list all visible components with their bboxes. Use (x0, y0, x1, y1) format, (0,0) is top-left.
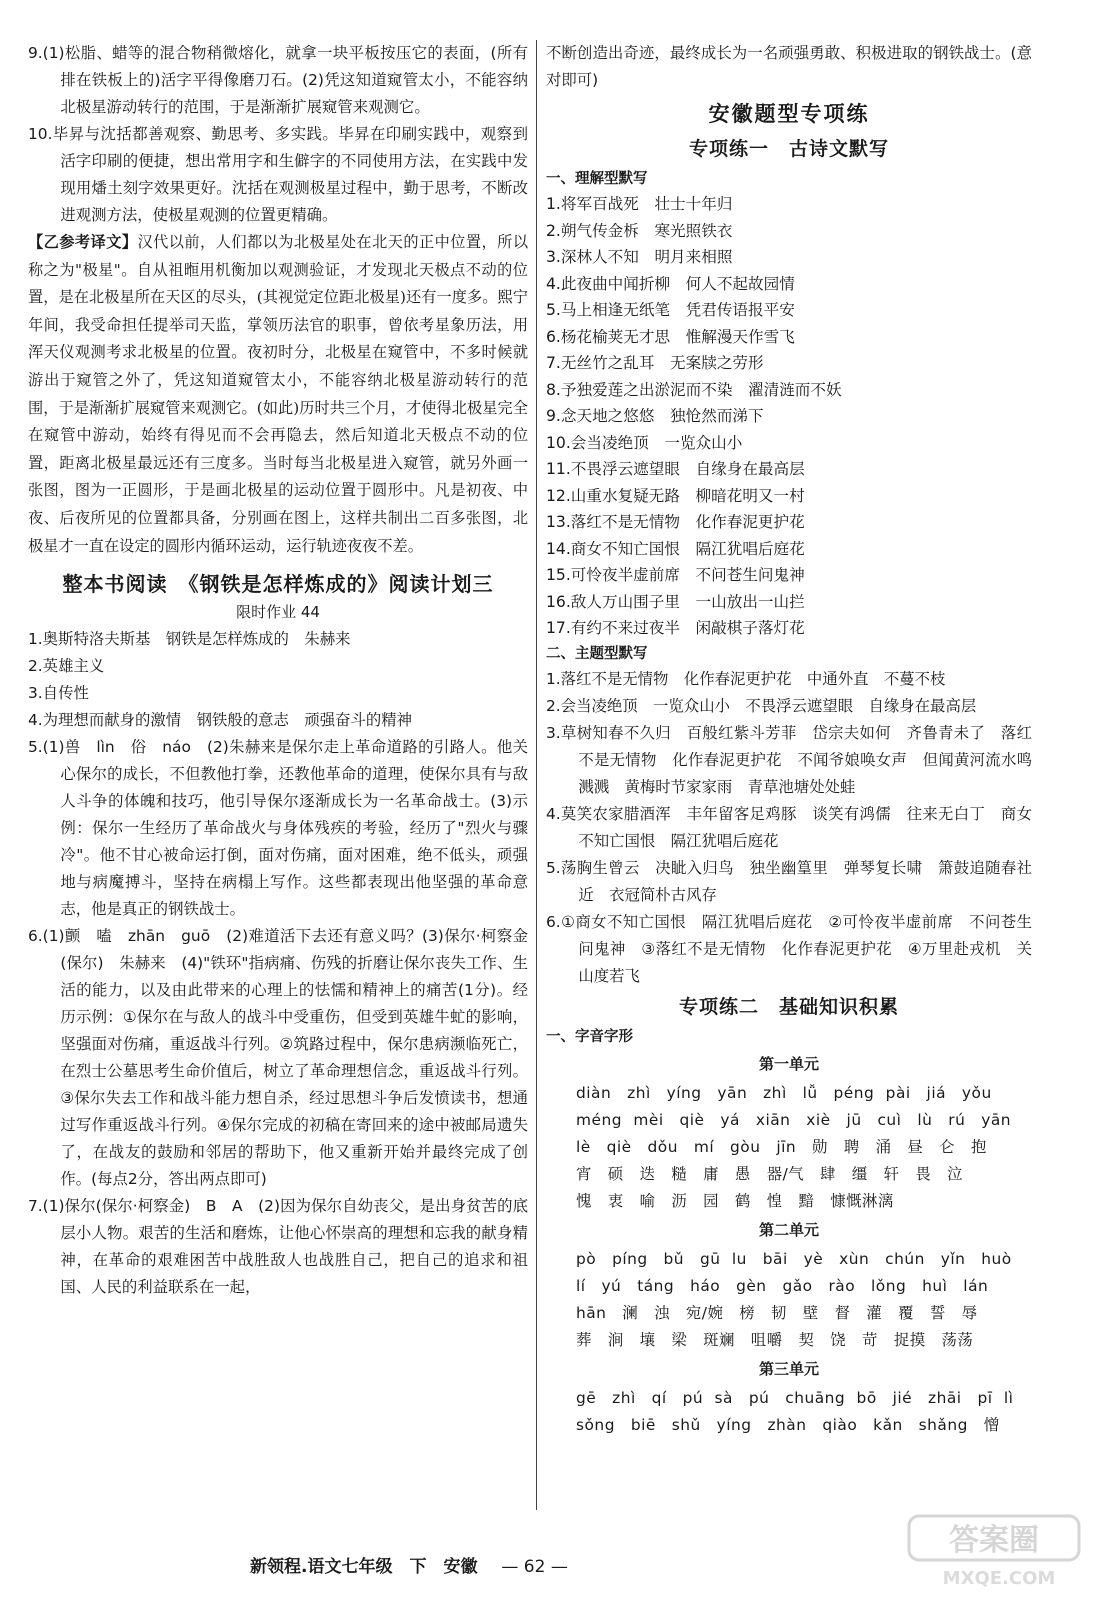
poem-line: 10.会当凌绝顶 一览众山小 (546, 433, 743, 452)
reference-text: 汉代以前，人们都以为北极星处在北天的正中位置，所以称之为"极星"。自从祖暅用机衡加以观测验证，才发现北天极点不动的位置，是在北极星所在天区的尽头，(其视觉定位距北极星)还有一度多。熙宁年间，我受命担任提举司天监，掌领历法官的职事，曾依考星象历法，用浑天仪观测考求北极星的位置。夜初时分，北极星在窥管中，不多时候就游出于窥管之外了，凭这知道窥管太小，不能容纳北极星游动转行的范围，于是渐渐扩展窥管来观测它。(如此)历时共三个月，才使得北极星完全在窥管中游动，始终有得见而不会再隐去，然后知道北天极点不动的位置，距离北极星最远还有三度多。当时每当北极星进入窥管，就另外画一张图，图为一正圆形，于是画北极星的运动位置于圆形中。凡是初夜、中夜、后夜所见的位置都具备，分别画在图上，这样共制出二百多张图，北极星才一直在设定的圆形内循环运动，运行轨迹夜夜不差。 (28, 233, 529, 555)
poem-line: 4.此夜曲中闻折柳 何人不起故园情 (546, 274, 795, 293)
footer-book-title: 新领程.语文七年级 下 安徽 (250, 1557, 478, 1577)
poem-line: 15.可怜夜半虚前席 不问苍生问鬼神 (546, 566, 805, 584)
poem-line: 16.敌人万山围子里 一山放出一山拦 (546, 592, 805, 611)
book-reading-title: 整本书阅读 《钢铁是怎样炼成的》阅读计划三 (62, 572, 494, 597)
poem-line: 17.有约不来过夜半 闲敲棋子落灯花 (546, 619, 805, 637)
answer-10: 10.毕昇与沈括都善观察、勤思考、多实践。毕昇在印刷实践中，观察到活字印刷的便捷，想出常用字和生僻字的不同使用方法，在实践中发现用燔土刻字效果更好。沈括在观测极星过程中，勤于思考，不断改进观测方法，使极星观测的位置更精确。 (28, 125, 528, 224)
homework-label: 限时作业 44 (236, 603, 320, 622)
theme-item: 5.荡胸生曾云 决眦入归鸟 独坐幽篁里 弹琴复长啸 箫鼓追随春社近 衣冠简朴古风存 (546, 858, 1032, 904)
page-number: — 62 — (501, 1557, 568, 1577)
pinyin-row: pò píng bǔ gū lu bāi yè xùn chún yǐn huò (576, 1249, 1012, 1268)
answer-item: 6.(1)颤 嗑 zhān guō (2)难道活下去还有意义吗？(3)保尔·柯察金(保尔) 朱赫来 (4)"铁环"指病痛、伤残的折磨让保尔丧失工作、生活的能力，以及由此带来的心理上的怯懦和精神上的痛苦(1分)。经历示例：①保尔在与敌人的战斗中受重伤，但受到英雄牛虻的影响，坚强面对伤痛，重返战斗行列。②筑路过程中，保尔患病濒临死亡，在烈士公墓思考生命价值后，树立了革命理想信念，重返战斗行列。③保尔失去工作和战斗能力想自杀，经过思想斗争后发愤读书，想通过写作重返战斗行列。④保尔完成的初稿在寄回来的途中被邮局遗失了，在战友的鼓励和邻居的帮助下，他又重新开始并最终完成了创作。(每点2分，答出两点即可) (28, 927, 528, 1189)
practice-2-title: 专项练二 基础知识积累 (678, 995, 899, 1018)
poem-line: 2.朔气传金柝 寒光照铁衣 (546, 221, 733, 240)
answer-item: 2.英雄主义 (28, 657, 105, 676)
poem-line: 6.杨花榆荚无才思 惟解漫天作雪飞 (546, 327, 795, 346)
continuation-text: 不断创造出奇迹，最终成长为一名顽强勇敢、积极进取的钢铁战士。(意对即可) (546, 44, 1032, 89)
pinyin-row: hān 澜 浊 宛/婉 榜 韧 壁 督 灌 覆 誓 辱 (576, 1303, 978, 1322)
answer-item: 3.自传性 (28, 684, 89, 703)
pinyin-row: diàn zhì yíng yān zhì lǚ péng pài jiá yǒu (576, 1083, 992, 1102)
right-column (546, 40, 1032, 1439)
pinyin-row: lí yú táng háo gèn gǎo rào lǒng huì lán (576, 1276, 989, 1295)
poem-line: 12.山重水复疑无路 柳暗花明又一村 (546, 486, 805, 505)
poem-line: 11.不畏浮云遮望眼 自缘身在最高层 (546, 460, 805, 478)
anhui-practice-title: 安徽题型专项练 (708, 101, 870, 126)
poem-line: 9.念天地之悠悠 独怆然而涕下 (546, 407, 764, 425)
poem-line: 3.深林人不知 明月来相照 (546, 248, 733, 266)
reference-translation (28, 229, 528, 560)
pinyin-row: lè qiè dǒu mí gòu jīn 勋 聘 涌 昼 仑 抱 (576, 1137, 987, 1156)
category-theme: 二、主题型默写 (546, 645, 648, 662)
watermark-url: MXQE.COM (942, 1568, 1056, 1589)
theme-item: 1.落红不是无情物 化作春泥更护花 中通外直 不蔓不枝 (546, 669, 946, 688)
pinyin-row: méng mèi qiè yá xiān xiè jū cuì lù rú yān (576, 1110, 1012, 1129)
theme-item: 3.草树知春不久归 百般红紫斗芳菲 岱宗夫如何 齐鲁青未了 落红不是无情物 化作春泥更护花 不闻爷娘唤女声 但闻黄河流水鸣溅溅 黄梅时节家家雨 青草池塘处处蛙 (546, 723, 1032, 796)
unit-2-title: 第二单元 (758, 1220, 819, 1239)
unit-1-title: 第一单元 (758, 1054, 819, 1073)
answer-item: 1.奥斯特洛夫斯基 钢铁是怎样炼成的 朱赫来 (28, 630, 351, 649)
theme-item: 2.会当凌绝顶 一览众山小 不畏浮云遮望眼 自缘身在最高层 (546, 696, 977, 715)
watermark-logo (889, 1510, 1089, 1590)
watermark-logo-text: 答案圈 (949, 1523, 1039, 1558)
pinyin-row: 愧 衷 喻 沥 园 鹤 惶 黯 慷慨淋漓 (576, 1191, 894, 1210)
unit-3-title: 第三单元 (758, 1359, 819, 1378)
answer-item: 7.(1)保尔(保尔·柯察金) B A (2)因为保尔自幼丧父，是出身贫苦的底层小人物。艰苦的生活和磨炼，让他心怀崇高的理想和忘我的献身精神，在革命的艰难困苦中战胜敌人也战胜自己，把自己的追求和祖国、人民的利益联系在一起， (28, 1197, 528, 1297)
poem-line: 5.马上相逢无纸笔 凭君传语报平安 (546, 301, 795, 319)
poem-line: 7.无丝竹之乱耳 无案牍之劳形 (546, 354, 764, 372)
poem-line: 8.予独爱莲之出淤泥而不染 濯清涟而不妖 (546, 380, 842, 399)
pinyin-row: sǒng biē shǔ yíng zhàn qiào kǎn shǎng 憎 (576, 1415, 1000, 1434)
poem-line: 14.商女不知亡国恨 隔江犹唱后庭花 (546, 539, 805, 558)
pinyin-row: 葬 涧 壤 梁 斑斓 咀嚼 契 饶 苛 捉摸 荡荡 (576, 1330, 974, 1349)
category-comprehension: 一、理解型默写 (546, 171, 648, 187)
poem-list (546, 191, 1032, 642)
poem-line: 13.落红不是无情物 化作春泥更护花 (546, 513, 805, 531)
pinyin-row: gē zhì qí pú sà pú chuāng bō jié zhāi pī lì (576, 1388, 1014, 1407)
theme-item: 6.①商女不知亡国恨 隔江犹唱后庭花 ②可怜夜半虚前席 不问苍生问鬼神 ③落红不是无情物 化作春泥更护花 ④万里赴戎机 关山度若飞 (546, 912, 1032, 985)
reference-tag: 【乙参考译文】 (28, 233, 138, 251)
poem-line: 1.将军百战死 壮士十年归 (546, 195, 733, 213)
answer-9: 9.(1)松脂、蜡等的混合物稍微熔化，就拿一块平板按压它的表面，(所有排在铁板上的)活字平得像磨刀石。(2)凭这知道窥管太小，不能容纳北极星游动转行的范围，于是渐渐扩展窥管来观测它。 (28, 44, 528, 116)
left-column (28, 40, 528, 1301)
category-pronunciation: 一、字音字形 (546, 1028, 633, 1045)
column-divider (536, 40, 537, 1510)
page-footer (250, 1552, 950, 1577)
practice-1-title: 专项练一 古诗文默写 (688, 138, 889, 160)
theme-item: 4.莫笑农家腊酒浑 丰年留客足鸡豚 谈笑有鸿儒 往来无白丁 商女不知亡国恨 隔江犹唱后庭花 (546, 804, 1032, 850)
answer-item: 4.为理想而献身的激情 钢铁般的意志 顽强奋斗的精神 (28, 711, 413, 730)
pinyin-row: 宵 硕 迭 糙 庸 愚 器/气 肆 缰 轩 畏 泣 (576, 1164, 964, 1183)
answer-item: 5.(1)兽 lìn 俗 náo (2)朱赫来是保尔走上革命道路的引路人。他关心保尔的成长，不但教他打拳，还教他革命的道理，使保尔具有与敌人斗争的体魄和技巧，他引导保尔逐渐成长为一名革命战士。(3)示例：保尔一生经历了革命战火与身体残疾的考验，经历了"烈火与骤冷"。他不甘心被命运打倒，面对伤痛，面对困难，绝不低头，顽强地与病魔搏斗，坚持在病榻上写作。这些都表现出他坚强的革命意志，他是真正的钢铁战士。 (28, 738, 528, 919)
